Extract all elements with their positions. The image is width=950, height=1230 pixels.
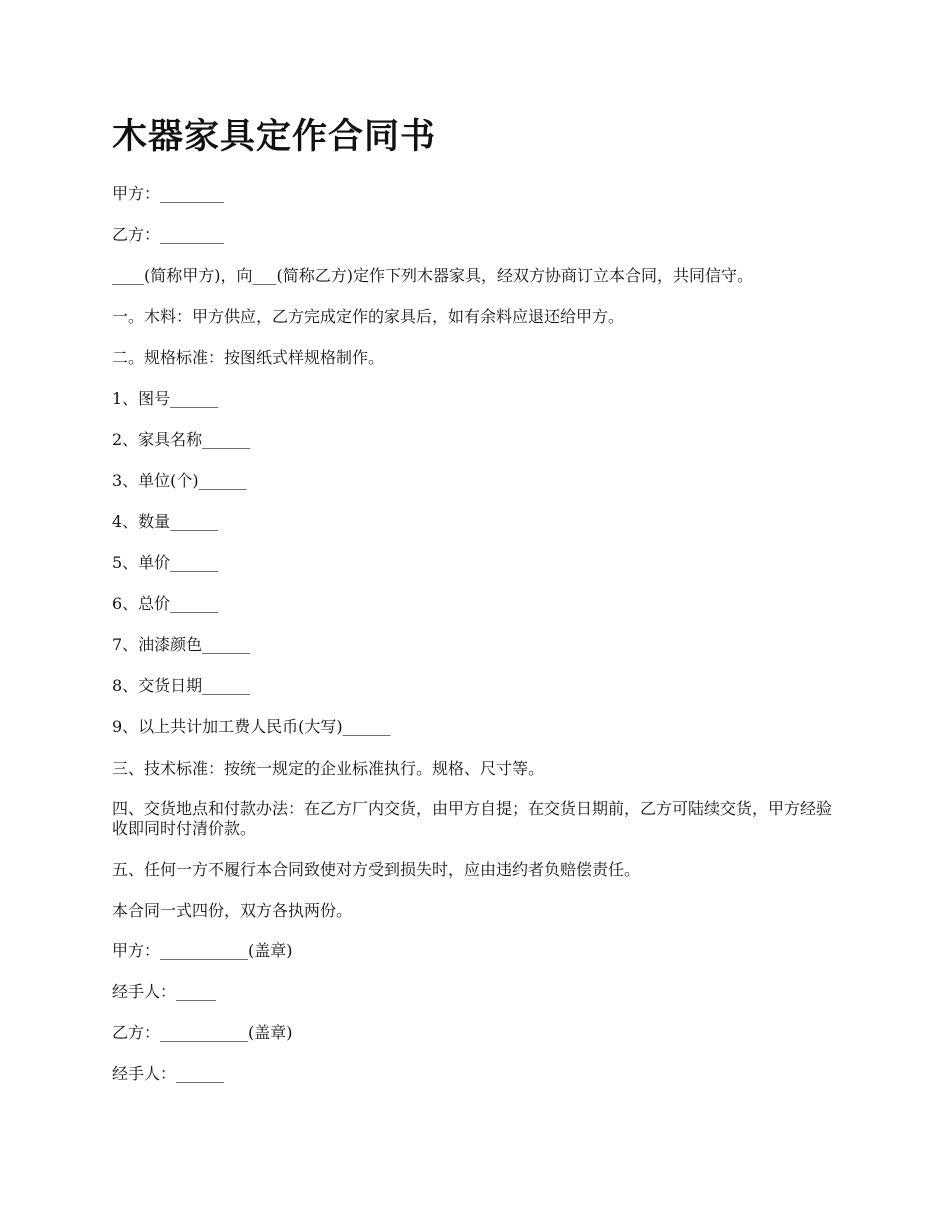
copies-note: 本合同一式四份，双方各执两份。 xyxy=(112,901,353,920)
document-title: 木器家具定作合同书 xyxy=(112,116,437,157)
clause-5: 五、任何一方不履行本合同致使对方受到损失时，应由违约者负赔偿责任。 xyxy=(112,860,641,879)
item-quantity: 4、数量______ xyxy=(112,512,219,531)
signature-party-a: 甲方：___________(盖章) xyxy=(112,941,293,960)
party-a-line: 甲方：________ xyxy=(112,184,225,203)
item-furniture-name: 2、家具名称______ xyxy=(112,430,251,449)
item-delivery-date: 8、交货日期______ xyxy=(112,676,251,695)
clause-3: 三、技术标准：按统一规定的企业标准执行。规格、尺寸等。 xyxy=(112,759,545,778)
signature-party-b: 乙方：___________(盖章) xyxy=(112,1023,293,1042)
clause-4: 四、交货地点和付款办法：在乙方厂内交货，由甲方自提；在交货日期前，乙方可陆续交货，甲方经验收即同时付清价款。 xyxy=(112,799,833,838)
item-drawing-no: 1、图号______ xyxy=(112,389,219,408)
item-total-price: 6、总价______ xyxy=(112,594,219,613)
item-paint-color: 7、油漆颜色______ xyxy=(112,635,251,654)
handler-party-b: 经手人：______ xyxy=(112,1064,225,1083)
handler-party-a: 经手人：_____ xyxy=(112,982,217,1001)
clause-1: 一。木料：甲方供应，乙方完成定作的家具后，如有余料应退还给甲方。 xyxy=(112,307,625,326)
item-unit: 3、单位(个)______ xyxy=(112,471,247,490)
party-b-line: 乙方：________ xyxy=(112,225,225,244)
clause-2: 二。规格标准：按图纸式样规格制作。 xyxy=(112,348,385,367)
item-unit-price: 5、单价______ xyxy=(112,553,219,572)
item-total-fee: 9、以上共计加工费人民币(大写)______ xyxy=(112,717,391,736)
intro-paragraph: ____(简称甲方)，向___(简称乙方)定作下列木器家具，经双方协商订立本合同，共同信守。 xyxy=(112,266,753,285)
